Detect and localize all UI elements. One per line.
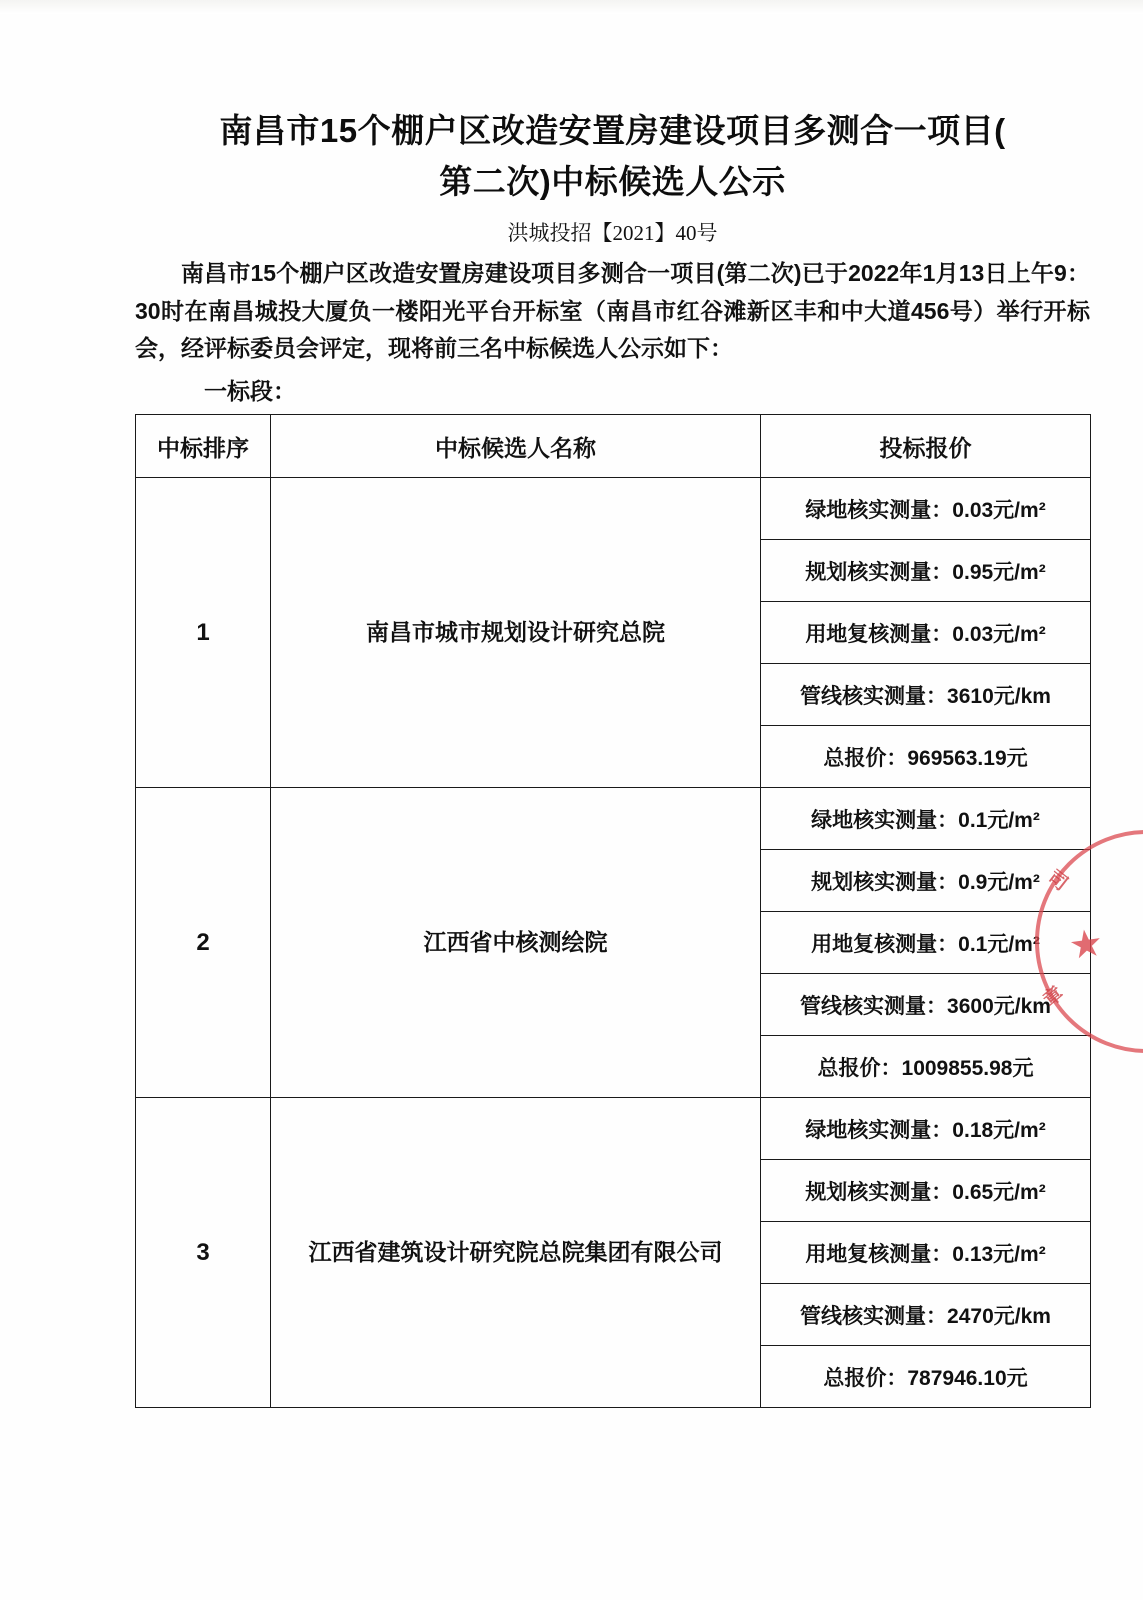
page-title-line-1: 南昌市15个棚户区改造安置房建设项目多测合一项目( [219,112,1006,149]
body-paragraph: 南昌市15个棚户区改造安置房建设项目多测合一项目(第二次)已于2022年1月13日上午9：30时在南昌城投大厦负一楼阳光平台开标室（南昌市红谷滩新区丰和中大道456号）举行开标会，经评标委员会评定，现将前三名中标候选人公示如下： [135,260,1090,361]
cell-price-total: 总报价：787946.10元 [761,1346,1091,1408]
seal-star-icon: ★ [1066,921,1106,969]
cell-price-item: 管线核实测量：3610元/km [761,664,1091,726]
cell-price-item: 绿地核实测量：0.03元/m² [761,478,1091,540]
cell-price-item: 规划核实测量：0.65元/m² [761,1160,1091,1222]
cell-rank: 1 [136,478,271,788]
cell-price-item: 用地复核测量：0.1元/m² [761,912,1091,974]
cell-rank: 3 [136,1098,271,1408]
bid-candidates-table [135,414,1091,1408]
cell-price-item: 用地复核测量：0.13元/m² [761,1222,1091,1284]
seal-text-bottom: 章 [1039,982,1068,1012]
page-title-line-2: 第二次)中标候选人公示 [439,163,786,201]
page-title [135,105,1090,207]
table-row [136,788,1091,850]
cell-price-item: 规划核实测量：0.9元/m² [761,850,1091,912]
cell-price-item: 管线核实测量：2470元/km [761,1284,1091,1346]
table-header-row [136,415,1091,478]
cell-price-total: 总报价：969563.19元 [761,726,1091,788]
cell-price-item: 管线核实测量：3600元/km [761,974,1091,1036]
cell-candidate-name: 南昌市城市规划设计研究总院 [271,478,761,788]
column-header-name: 中标候选人名称 [271,415,761,478]
cell-price-item: 用地复核测量：0.03元/m² [761,602,1091,664]
scan-edge [0,0,1143,14]
cell-price-item: 规划核实测量：0.95元/m² [761,540,1091,602]
cell-candidate-name: 江西省建筑设计研究院总院集团有限公司 [271,1098,761,1408]
document-content [135,105,1090,1408]
cell-price-item: 绿地核实测量：0.1元/m² [761,788,1091,850]
column-header-price: 投标报价 [761,415,1091,478]
cell-candidate-name: 江西省中核测绘院 [271,788,761,1098]
cell-rank: 2 [136,788,271,1098]
table-row [136,1098,1091,1160]
seal-text-top: 司 [1043,866,1072,896]
table-row [136,478,1091,540]
cell-price-total: 总报价：1009855.98元 [761,1036,1091,1098]
document-number: 洪城投招【2021】40号 [507,221,718,246]
cell-price-item: 绿地核实测量：0.18元/m² [761,1098,1091,1160]
column-header-rank: 中标排序 [136,415,271,478]
section-label: 一标段： [204,378,296,405]
